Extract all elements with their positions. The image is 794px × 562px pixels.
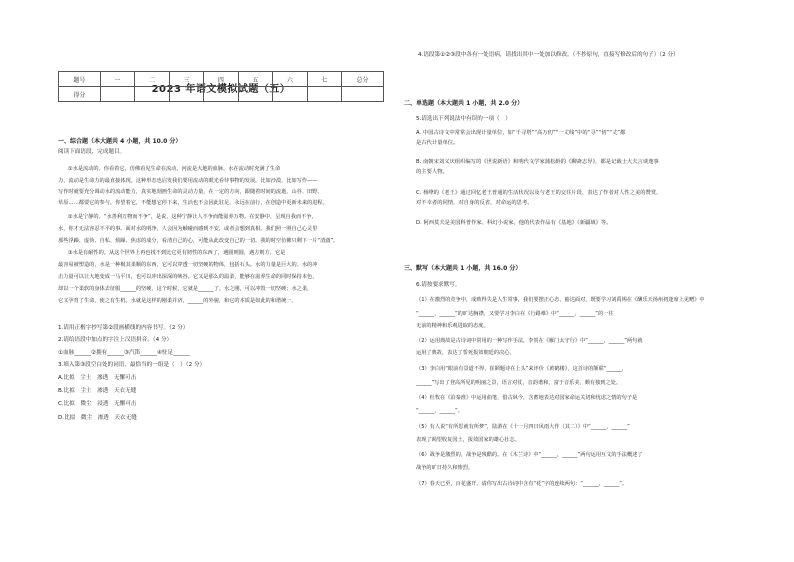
q6-item-line: （4）杜牧在《泊秦淮》中运用曲笔，借古讽今，含蓄地表达对国家命运关切和忧虑之情的句子是 — [416, 395, 638, 401]
score-cell: 得分 — [59, 87, 101, 102]
q6-item-line: 战争的旷日持久和惨烈。 — [416, 465, 474, 471]
left-text-line: ③水是有耐性的。从这个世界上再也找不到比它更有韧性的东西了，遇圆则圆，遇方则方，它是 — [68, 250, 286, 256]
left-text-line: D.比拟 微尘 渗透 天衣无缝 — [58, 415, 137, 421]
score-cell: 四 — [204, 72, 238, 87]
section-2-heading: 二、单选题（本大题共 1 小题，共 2.0 分） — [404, 100, 524, 107]
left-text-line: A.比拟 尘土 滲透 无懈可击 — [58, 375, 137, 381]
left-text-line: ①水是流动的。你看着它，仿佛看见生命在流动。河流是大地的血脉，水在流动时充满了生命 — [68, 166, 281, 172]
score-cell: 七 — [307, 72, 341, 87]
score-cell: 六 — [273, 72, 307, 87]
left-text-line: 3.填入第③段空白处的词语，最恰当的一组是（ ）（2 分） — [58, 362, 206, 368]
score-table-score-row — [59, 87, 384, 102]
left-text-line: ②水是宁静的。“水善利万物而不争”，是说，这种宁静让人不争而能滋养万物。在安静中，呈现自我而不争， — [68, 214, 317, 220]
score-cell — [204, 87, 238, 102]
score-table — [58, 71, 384, 102]
exam-title: 2023 年语文模拟试题（五） — [151, 84, 291, 95]
left-text-line: 力，流动是生命力的最直接体现。这种形态也启发我们要用流动的眼光看待事物的发展。比如沙漠、比如写作—— — [58, 178, 318, 184]
q5-option-line: 对不幸者的同情，对自身的反省，对命运的思考。 — [416, 200, 533, 206]
q6-item-line: （6）战争是激烈的，战争是残酷的。在《木兰诗》中“______，______”两句运用互文的手法概述了 — [416, 452, 643, 458]
q6-item-line: ______”写出了登高所见的明丽之景，语言对仗，音韵谐和，富于音乐美，颇有独到之处。 — [416, 380, 622, 386]
left-text-line: C.比拟 微尘 浸透 无懈可击 — [58, 401, 137, 407]
q5-option-line: D. 阿西莫夫是美国科普作家、科幻小说家，他的代表作品有《基地》《新疆域》等。 — [416, 220, 612, 226]
score-cell: 一 — [100, 72, 134, 87]
left-text-line: 阅读下面语段，完成题目。 — [58, 149, 126, 155]
q5-option-line: 的主要人物。 — [416, 169, 448, 175]
section-3-heading: 三、默写（本大题共 1 小题，共 16.0 分） — [404, 265, 522, 272]
question-5: 5.请选出下列说法中有误的一项（ ） — [416, 116, 511, 122]
q6-item-line: （1）在激烈的竞争中，成败得失是人生常事，我们要摆正心态，豁达面对，既要学习刘禹锡在《酬乐天扬州初逢席上见赠》中 — [416, 297, 705, 303]
score-cell — [307, 87, 341, 102]
q5-option-line: A. 中国古诗文中常常会出现计量单位，如“千寻塔”“高万仞”“一丈线”中的“寻”“仞”“丈”都 — [416, 130, 626, 136]
score-cell: 总分 — [342, 72, 384, 87]
section-1-heading: 一、综合题（本大题共 4 小题，共 10.0 分） — [58, 138, 182, 145]
left-text-line: 击力量可以让大地变成一马平川，也可以冲出深深的峡谷。它又是那么的温柔，能够在滋养生命的同时保持本色， — [58, 274, 318, 280]
left-text-line: 2.请给语段中加点的字注上汉语拼音。（4 分） — [58, 337, 173, 343]
score-cell — [238, 87, 272, 102]
score-table-header-row — [59, 72, 384, 87]
question-6: 6.请按要求默写。 — [416, 282, 461, 288]
q6-item-line: 表现了渴望收复国土，报效国家的雄心壮志。 — [416, 437, 520, 443]
score-cell — [273, 87, 307, 102]
left-text-line: 草原……都要它的参与。你望着它，不能想它停下来，生活也不会因此驻足，永远在前行，在创造中更新未来的进程。 — [58, 200, 328, 206]
left-text-line: 那些浮躁、虚伪、自私、烦躁、焦虑的成分，看清自己的心，可能从此改变自己的一切。我的时空仿佛只剩下一片“清澈”。 — [58, 238, 339, 244]
score-cell: 五 — [238, 72, 272, 87]
q5-option-line: C. 杨绛的《老王》通过回忆老王普通的生活状况以及与老王的交往片段，表达了作者对人性之美的赞赏， — [416, 190, 662, 196]
left-text-line: B.比拟 尘土 渗透 天衣无缝 — [58, 388, 137, 394]
score-cell: 三 — [169, 72, 203, 87]
q6-item-line: （2）运用典故是古诗词中常用的一种写作手法，李贺在《雁门太守行》中“______，______”两句就 — [416, 338, 643, 344]
score-cell: 题号 — [59, 72, 101, 87]
q5-option-line: B. 南朝宋刘义庆组织编写的《世说新语》和明代文学家蒲松龄的《聊斋志异》，都是记载士大夫言谈逸事 — [416, 159, 659, 165]
q6-item-line: “______，______”。 — [416, 408, 463, 414]
left-text-line: 却以一个柔软的身体去征服______的坚硬，这个时候，它就是______了。水之刚，可以冲毁一切坚硬；水之柔， — [58, 286, 313, 292]
q6-item-line: 无前的精神和乐观进取的态度。 — [416, 323, 489, 329]
q6-item-line: （7）春天已至，百花盛开。请你写出古诗词中含有“花”字的连续两句：“______，______”。 — [416, 481, 628, 487]
left-text-line: ①血脉______②拥有______③汽笛______④驻足______ — [58, 350, 190, 356]
left-text-line: 水，你才无法容忍不平的事。面对水的明净，人会因为触碰而感到不安，或者会想到真相。我们照一照自己心灵里 — [58, 226, 318, 232]
score-cell — [135, 87, 169, 102]
q6-item-line: “______，______”的旷达胸襟，又要学习李白在《行路难》中“______，______”的一往 — [416, 311, 614, 317]
score-cell — [100, 87, 134, 102]
left-text-line: 1.请用正楷字抄写第②段画横线的内容书写。（2 分） — [58, 325, 189, 331]
left-text-line: 写作时就要充分调动水的流动能力，真实地刻画生命的灵动力量，在一定的方向，跟随着时间的流逝，山谷、田野、 — [58, 189, 323, 195]
score-cell — [342, 87, 384, 102]
q6-item-line: （3）李白用“眼前有景道不得，崔颢题诗在上头”来评价《黄鹤楼》，这首诗的颔联“______， — [416, 366, 628, 372]
left-text-line: 它又孕育了生命，使之有生机。水就是这样的刚柔并济，______的外貌，和它的本质是如此的和谐统一。 — [58, 298, 297, 304]
score-cell: 二 — [135, 72, 169, 87]
question-4: 4.语段第①②③段中各有一处语病，请找出其中一处加以修改。（不抄原句，直接写修改后的句子）（2 分） — [418, 52, 679, 58]
left-text-line: 最容易被塑造的，水是一种极其柔顺的东西，它可以穿透一切坚硬的物体，包括石头。水的力量是巨大的。水的冲 — [58, 262, 318, 268]
score-cell — [169, 87, 203, 102]
q6-item-line: （5）有人说“有所思就有所梦”，陆游在《十一月四日风雨大作（其二）》中“______，______” — [416, 424, 630, 430]
q6-item-line: 运用了典故，表达了誓死报效朝廷的决心。 — [416, 350, 515, 356]
q5-option-line: 是古代计量单位。 — [416, 140, 459, 146]
